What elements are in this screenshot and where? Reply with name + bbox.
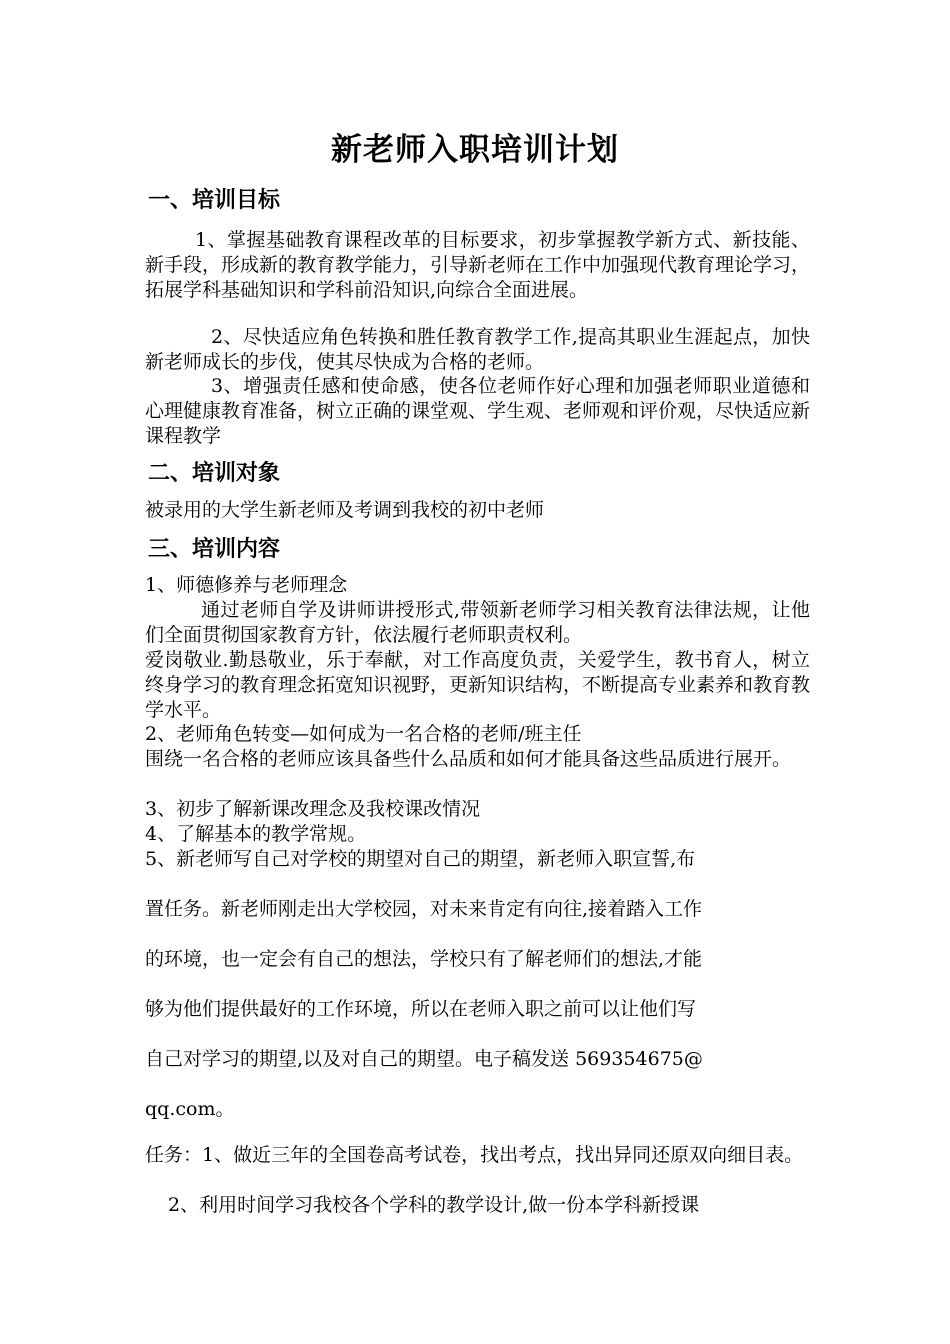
audience-text: 被录用的大学生新老师及考调到我校的初中老师 [145,499,545,521]
content-item-4: 4、了解基本的教学常规。 [145,823,367,845]
task-item-2: 2、利用时间学习我校各个学科的教学设计,做一份本学科新授课 [168,1194,700,1216]
goal-paragraph-3: 3、增强责任感和使命感，使各位老师作好心理和加强老师职业道德和心理健康教育准备，树立正确的课堂观、学生观、老师观和评价观，尽快适应新课程教学 [145,375,811,447]
content-item-5-line: qq.com。 [145,1098,235,1120]
content-item-5-line: 自己对学习的期望,以及对自己的期望。电子稿发送 569354675@ [145,1048,703,1070]
goal-paragraph-2: 2、尽快适应角色转换和胜任教育教学工作,提高其职业生涯起点，加快新老师成长的步伐，使其尽快成为合格的老师。 [145,326,810,373]
goal-paragraph-1: 1、掌握基础教育课程改革的目标要求，初步掌握教学新方式、新技能、新手段，形成新的教育教学能力，引导新老师在工作中加强现代教育理论学习，拓展学科基础知识和学科前沿知识,向综合全面进展。 [145,229,811,301]
task-paragraph: 任务：1、做近三年的全国卷高考试卷，找出考点，找出异同还原双向细目表。 [145,1144,804,1166]
content-item-1-title: 1、师德修养与老师理念 [145,574,348,596]
section-heading-content: 三、培训内容 [148,537,281,562]
content-item-1-paragraph-1: 通过老师自学及讲师讲授形式,带领新老师学习相关教育法律法规，让他们全面贯彻国家教育方针，依法履行老师职责权利。 [145,599,810,646]
content-item-5-line: 的环境，也一定会有自己的想法，学校只有了解老师们的想法,才能 [145,948,703,970]
content-item-5-line: 5、新老师写自己对学校的期望对自己的期望，新老师入职宣誓,布 [145,848,696,870]
document-title: 新老师入职培训计划 [331,132,619,168]
section-heading-goals: 一、培训目标 [148,188,281,213]
content-item-5-line: 置任务。新老师刚走出大学校园，对未来肯定有向往,接着踏入工作 [145,898,703,920]
content-item-5-line: 够为他们提供最好的工作环境，所以在老师入职之前可以让他们写 [145,998,697,1020]
content-item-2-paragraph: 围绕一名合格的老师应该具备些什么品质和如何才能具备这些品质进行展开。 [145,748,792,770]
section-heading-audience: 二、培训对象 [148,461,281,486]
content-item-1-paragraph-2: 爱岗敬业.勤恳敬业，乐于奉献，对工作高度负责，关爱学生，教书育人，树立终身学习的教育理念拓宽知识视野，更新知识结构，不断提高专业素养和教育教学水平。 [145,649,811,721]
content-item-2-title: 2、老师角色转变—如何成为一名合格的老师/班主任 [145,723,582,745]
content-item-3: 3、初步了解新课改理念及我校课改情况 [145,798,481,820]
